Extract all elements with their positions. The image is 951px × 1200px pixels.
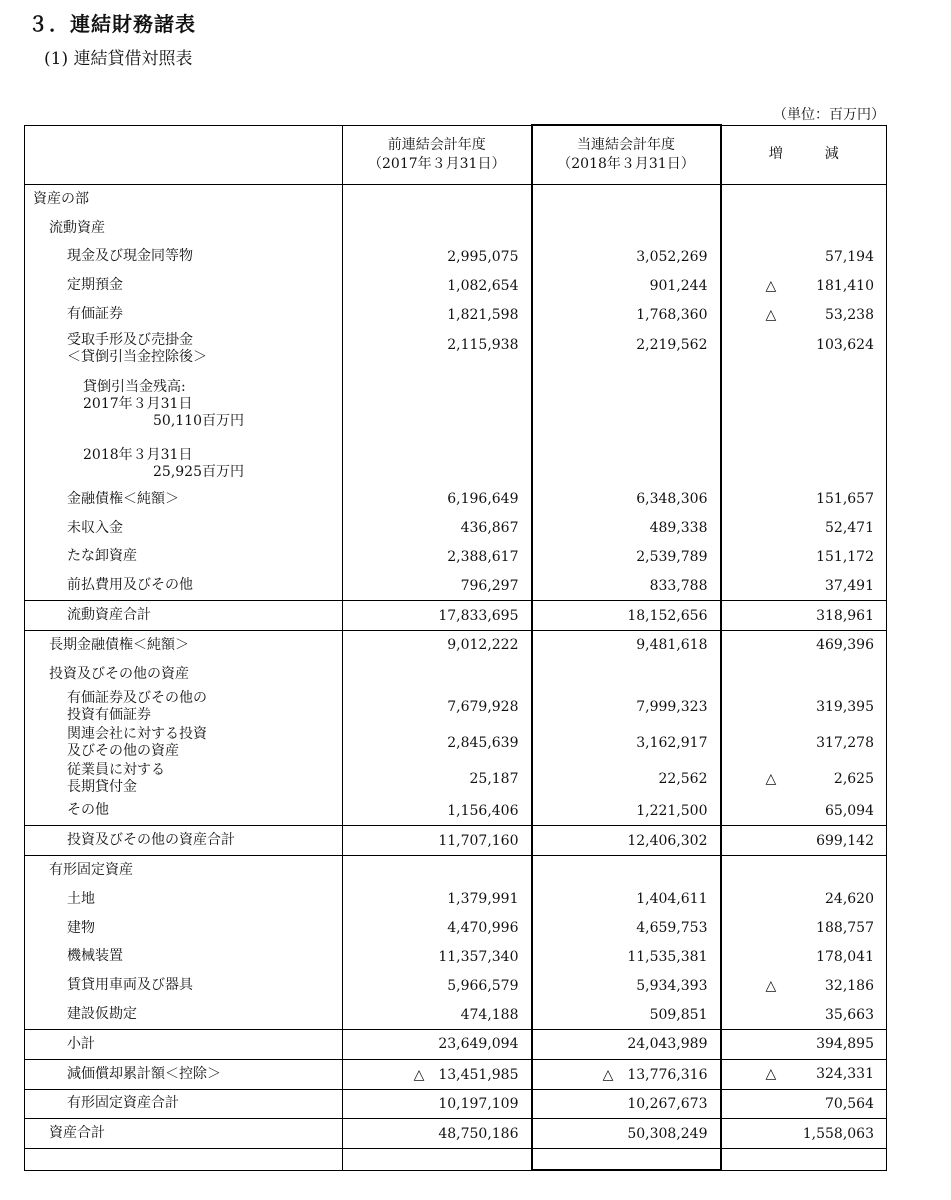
change-value — [721, 943, 887, 972]
prev-year-value: 2,845,639 — [343, 725, 532, 761]
current-year-value: 10,267,673 — [532, 1089, 721, 1119]
current-year-value: 9,481,618 — [532, 630, 721, 659]
row-label: 小計 — [25, 1029, 343, 1059]
current-year-value: 24,043,989 — [532, 1029, 721, 1059]
prev-year-value: 11,707,160 — [343, 826, 532, 856]
change-value — [721, 914, 887, 943]
section-heading: ３．連結財務諸表 — [28, 12, 196, 36]
change-value — [721, 1089, 887, 1119]
prev-year-value: 48,750,186 — [343, 1119, 532, 1149]
current-year-value: 22,562 — [532, 761, 721, 797]
table-row — [25, 971, 887, 1000]
spacer-cell — [532, 1149, 721, 1171]
prev-year-value: 1,821,598 — [343, 300, 532, 329]
row-label: 定期預金 — [25, 271, 343, 300]
table-row — [25, 797, 887, 826]
change-amount: 317,278 — [816, 734, 874, 751]
change-value — [721, 485, 887, 514]
change-value — [721, 271, 887, 300]
current-year-value: 1,404,611 — [532, 885, 721, 914]
table-row — [25, 601, 887, 631]
table-row — [25, 243, 887, 272]
change-amount: 188,757 — [816, 920, 874, 937]
change-value — [721, 660, 887, 689]
current-year-value: 4,659,753 — [532, 914, 721, 943]
prev-year-value: 10,197,109 — [343, 1089, 532, 1119]
row-label: 金融債権＜純額＞ — [25, 485, 343, 514]
current-year-value: 1,768,360 — [532, 300, 721, 329]
change-value — [721, 1000, 887, 1029]
spacer-cell — [721, 1149, 887, 1171]
current-year-value: 18,152,656 — [532, 601, 721, 631]
change-amount: 151,172 — [816, 548, 874, 565]
balance-sheet-table — [24, 124, 887, 1171]
current-year-value: 3,052,269 — [532, 243, 721, 272]
change-value — [721, 300, 887, 329]
current-year-value — [532, 185, 721, 214]
table-row — [25, 571, 887, 600]
change-amount: 53,238 — [825, 306, 874, 323]
change-amount: 151,657 — [816, 491, 874, 508]
header-blank — [25, 125, 343, 185]
row-label: 関連会社に対する投資 及びその他の資産 — [25, 725, 343, 761]
change-amount: 324,331 — [816, 1066, 874, 1083]
spacer-cell — [343, 1149, 532, 1171]
current-year-value: 11,535,381 — [532, 943, 721, 972]
prev-year-value: 9,012,222 — [343, 630, 532, 659]
decrease-triangle-icon: △ — [765, 306, 777, 323]
prev-year-value: 5,966,579 — [343, 971, 532, 1000]
current-year-value: 7,999,323 — [532, 689, 721, 725]
change-value — [721, 725, 887, 761]
current-year-value — [532, 660, 721, 689]
prev-year-value: 17,833,695 — [343, 601, 532, 631]
table-row — [25, 1119, 887, 1149]
prev-year-value — [343, 185, 532, 214]
change-value — [721, 373, 887, 485]
row-label: 有価証券 — [25, 300, 343, 329]
row-label: 流動資産合計 — [25, 601, 343, 631]
table-row — [25, 943, 887, 972]
current-year-value — [532, 856, 721, 885]
row-label: 減価償却累計額＜控除＞ — [25, 1059, 343, 1089]
change-value — [721, 856, 887, 885]
change-amount: 1,558,063 — [802, 1125, 874, 1142]
prev-year-value — [343, 214, 532, 243]
header-change: 増 減 — [721, 125, 887, 185]
row-label: たな卸資産 — [25, 543, 343, 572]
prev-year-value: 1,156,406 — [343, 797, 532, 826]
row-label: 未収入金 — [25, 514, 343, 543]
current-year-value: 833,788 — [532, 571, 721, 600]
table-row — [25, 514, 887, 543]
current-year-value: 489,338 — [532, 514, 721, 543]
decrease-triangle-icon: △ — [765, 277, 777, 294]
header-row — [25, 125, 887, 185]
prev-year-value: 474,188 — [343, 1000, 532, 1029]
current-year-value: △ 13,776,316 — [532, 1059, 721, 1089]
change-value — [721, 885, 887, 914]
prev-year-value: 4,470,996 — [343, 914, 532, 943]
current-year-value — [532, 214, 721, 243]
table-row — [25, 1089, 887, 1119]
change-amount: 65,094 — [825, 802, 874, 819]
current-year-value — [532, 373, 721, 485]
row-label: 有形固定資産 — [25, 856, 343, 885]
table-row — [25, 485, 887, 514]
prev-year-value: 23,649,094 — [343, 1029, 532, 1059]
current-year-value: 5,934,393 — [532, 971, 721, 1000]
change-value — [721, 1059, 887, 1089]
prev-year-value: 11,357,340 — [343, 943, 532, 972]
current-year-value: 50,308,249 — [532, 1119, 721, 1149]
change-value — [721, 630, 887, 659]
change-amount: 699,142 — [816, 832, 874, 849]
row-label: その他 — [25, 797, 343, 826]
prev-year-value: 1,082,654 — [343, 271, 532, 300]
change-amount: 178,041 — [816, 948, 874, 965]
table-row — [25, 271, 887, 300]
subsection-heading: (1) 連結貸借対照表 — [44, 49, 193, 69]
unit-label: （単位：百万円） — [773, 107, 885, 123]
row-label: 貸倒引当金残高: 2017年３月31日 50,110百万円 2018年３月31日 25,925百万円 — [25, 373, 343, 485]
change-value — [721, 971, 887, 1000]
table-row — [25, 373, 887, 485]
change-amount: 181,410 — [816, 277, 874, 294]
row-label: 資産合計 — [25, 1119, 343, 1149]
change-value — [721, 243, 887, 272]
prev-year-value: 436,867 — [343, 514, 532, 543]
table-row — [25, 630, 887, 659]
row-label: 長期金融債権＜純額＞ — [25, 630, 343, 659]
change-amount: 70,564 — [825, 1095, 874, 1112]
decrease-triangle-icon: △ — [765, 1066, 777, 1083]
change-amount: 319,395 — [816, 698, 874, 715]
row-label: 有形固定資産合計 — [25, 1089, 343, 1119]
change-amount: 32,186 — [825, 977, 874, 994]
prev-year-value: 2,995,075 — [343, 243, 532, 272]
row-label: 賃貸用車両及び器具 — [25, 971, 343, 1000]
current-year-value: 2,539,789 — [532, 543, 721, 572]
prev-year-value — [343, 856, 532, 885]
row-label: 受取手形及び売掛金 ＜貸倒引当金控除後＞ — [25, 329, 343, 373]
change-amount: 24,620 — [825, 891, 874, 908]
row-label: 前払費用及びその他 — [25, 571, 343, 600]
row-label: 建物 — [25, 914, 343, 943]
change-amount: 394,895 — [816, 1036, 874, 1053]
current-year-value: 3,162,917 — [532, 725, 721, 761]
change-value — [721, 329, 887, 373]
table-row — [25, 1059, 887, 1089]
change-value — [721, 689, 887, 725]
table-body — [25, 185, 887, 1171]
table-row — [25, 689, 887, 725]
change-value — [721, 826, 887, 856]
row-label: 資産の部 — [25, 185, 343, 214]
decrease-triangle-icon: △ — [765, 770, 777, 787]
prev-year-value: 2,388,617 — [343, 543, 532, 572]
change-amount: 103,624 — [816, 336, 874, 353]
row-label: 投資及びその他の資産 — [25, 660, 343, 689]
spacer-cell — [25, 1149, 343, 1171]
change-value — [721, 571, 887, 600]
table-row — [25, 660, 887, 689]
table-row — [25, 214, 887, 243]
change-amount: 37,491 — [825, 577, 874, 594]
row-label: 投資及びその他の資産合計 — [25, 826, 343, 856]
table-row — [25, 914, 887, 943]
prev-year-value: 796,297 — [343, 571, 532, 600]
current-year-value: 509,851 — [532, 1000, 721, 1029]
row-label: 流動資産 — [25, 214, 343, 243]
current-year-value: 6,348,306 — [532, 485, 721, 514]
change-amount: 57,194 — [825, 248, 874, 265]
table-row — [25, 885, 887, 914]
change-value — [721, 514, 887, 543]
change-value — [721, 185, 887, 214]
change-amount: 52,471 — [825, 520, 874, 537]
change-value — [721, 543, 887, 572]
table-row — [25, 725, 887, 761]
header-prev-year: 前連結会計年度 （2017年３月31日） — [343, 125, 532, 185]
prev-year-value: △ 13,451,985 — [343, 1059, 532, 1089]
table-row — [25, 826, 887, 856]
change-value — [721, 761, 887, 797]
table-row — [25, 300, 887, 329]
change-amount: 318,961 — [816, 607, 874, 624]
table-row — [25, 543, 887, 572]
change-amount: 2,625 — [833, 770, 874, 787]
prev-year-value: 7,679,928 — [343, 689, 532, 725]
row-label: 機械装置 — [25, 943, 343, 972]
change-value — [721, 1029, 887, 1059]
change-value — [721, 601, 887, 631]
row-label: 有価証券及びその他の 投資有価証券 — [25, 689, 343, 725]
change-value — [721, 1119, 887, 1149]
prev-year-value: 2,115,938 — [343, 329, 532, 373]
prev-year-value: 6,196,649 — [343, 485, 532, 514]
table-row — [25, 329, 887, 373]
header-current-year: 当連結会計年度 （2018年３月31日） — [532, 125, 721, 185]
table-row — [25, 1029, 887, 1059]
row-label: 従業員に対する 長期貸付金 — [25, 761, 343, 797]
change-amount: 469,396 — [816, 637, 874, 654]
current-year-value: 901,244 — [532, 271, 721, 300]
change-amount: 35,663 — [825, 1006, 874, 1023]
row-label: 現金及び現金同等物 — [25, 243, 343, 272]
change-value — [721, 214, 887, 243]
decrease-triangle-icon: △ — [765, 977, 777, 994]
table-row — [25, 761, 887, 797]
prev-year-value — [343, 660, 532, 689]
spacer-row — [25, 1149, 887, 1171]
current-year-value: 1,221,500 — [532, 797, 721, 826]
table-row — [25, 856, 887, 885]
prev-year-value — [343, 373, 532, 485]
row-label: 土地 — [25, 885, 343, 914]
prev-year-value: 1,379,991 — [343, 885, 532, 914]
change-value — [721, 797, 887, 826]
current-year-value: 2,219,562 — [532, 329, 721, 373]
table-row — [25, 185, 887, 214]
current-year-value: 12,406,302 — [532, 826, 721, 856]
prev-year-value: 25,187 — [343, 761, 532, 797]
row-label: 建設仮勘定 — [25, 1000, 343, 1029]
table-row — [25, 1000, 887, 1029]
